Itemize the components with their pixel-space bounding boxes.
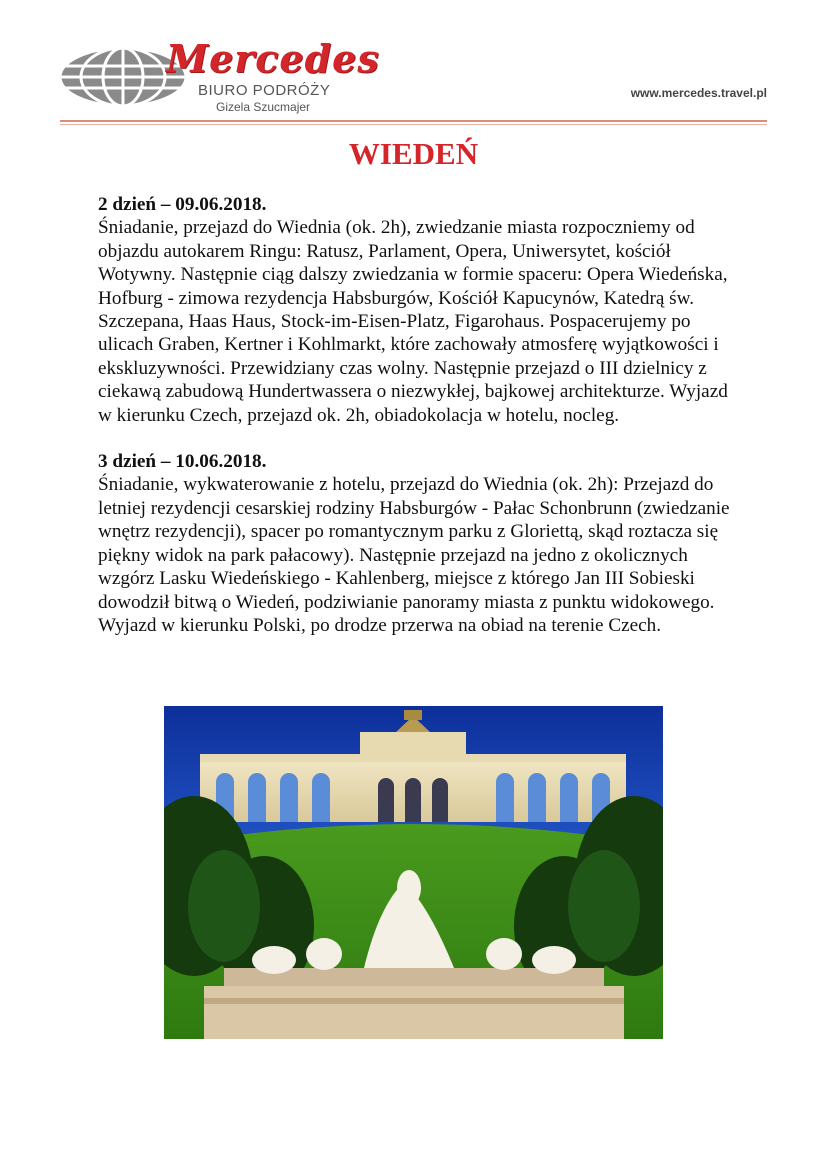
- website-link[interactable]: www.mercedes.travel.pl: [630, 86, 767, 100]
- brand-name: Mercedes: [166, 36, 380, 81]
- page-title: WIEDEŃ: [348, 136, 479, 171]
- itinerary: [98, 193, 738, 637]
- schonbrunn-gloriette-photo: [164, 706, 663, 1039]
- header-divider: [60, 120, 767, 122]
- itinerary-day: [98, 193, 738, 427]
- brand-owner: Gizela Szucmajer: [216, 100, 311, 114]
- brand-subtitle: BIURO PODRÓŻY: [198, 82, 331, 99]
- day-description: Śniadanie, wykwaterowanie z hotelu, przejazd do Wiednia (ok. 2h): Przejazd do letniej rezydencji cesarskiej rodziny Habsburgów - Pałac Schonbrunn (zwiedzanie wnętrz rezydencji), spacer po romantycznym parku z Gloriettą, skąd roztacza się piękny widok na park pałacowy). Następnie przejazd na jedno z okolicznych wzgórz Lasku Wiedeńskiego - Kahlenberg, miejsce z którego Jan III Sobieski dowodził bitwą o Wiedeń, podziwianie panoramy miasta z punktu widokowego. Wyjazd w kierunku Polski, po drodze przerwa na obiad na terenie Czech.: [98, 474, 730, 636]
- page-header: [0, 0, 827, 128]
- day-description: Śniadanie, przejazd do Wiednia (ok. 2h), zwiedzanie miasta rozpoczniemy od objazdu autokarem Ringu: Ratusz, Parlament, Opera, Uniwersytet, kościół Wotywny. Następnie ciąg dalszy zwiedzania w formie spaceru: Opera Wiedeńska, Hofburg - zimowa rezydencja Habsburgów, Kościół Kapucynów, Katedrą św. Szczepana, Haas Haus, Stock-im-Eisen-Platz, Figarohaus. Pospacerujemy po ulicach Graben, Kertner i Kohlmarkt, które zachowały atmosferę wyjątkowości i ekskluzywności. Przewidziany czas wolny. Następnie przejazd o III dzielnicy z ciekawą zabudową Hundertwassera o niezwykłej, bajkowej architekturze. Wyjazd w kierunku Czech, przejazd ok. 2h, obiadokolacja w hotelu, nocleg.: [98, 217, 728, 426]
- company-logo: [58, 36, 398, 120]
- day-heading: 3 dzień – 10.06.2018.: [98, 451, 267, 473]
- header-divider-secondary: [60, 124, 767, 125]
- itinerary-day: [98, 450, 738, 637]
- day-heading: 2 dzień – 09.06.2018.: [98, 194, 267, 215]
